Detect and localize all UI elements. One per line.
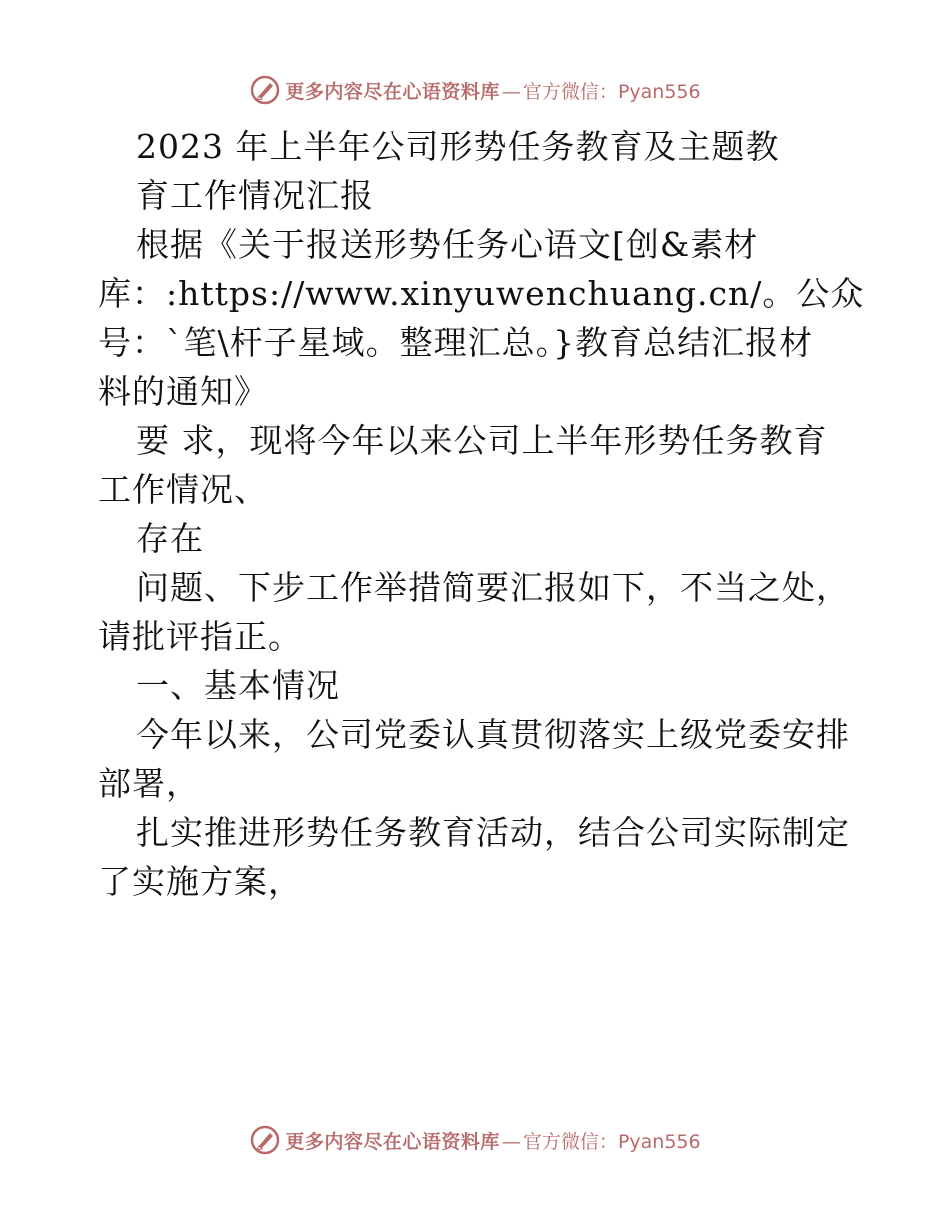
header-banner <box>0 70 950 110</box>
paragraph-line: 今年以来，公司党委认真贯彻落实上级党委安排 <box>136 715 850 754</box>
paragraph-line: 存在 <box>136 519 204 558</box>
section-heading: 一、基本情况 <box>136 666 340 705</box>
paragraph-line: 了实施方案， <box>98 862 302 901</box>
banner-label: 更多内容尽在心语资料库 <box>285 1130 500 1153</box>
banner-wechat: 官方微信： <box>522 1130 618 1153</box>
pen-logo-icon <box>249 1124 281 1156</box>
paragraph-line: 料的通知》 <box>98 372 268 411</box>
document-body <box>98 122 865 906</box>
footer-banner <box>0 1120 950 1160</box>
banner-wechat: 官方微信： <box>522 80 618 103</box>
paragraph-line: 扎实推进形势任务教育活动，结合公司实际制定 <box>136 813 850 852</box>
paragraph-line: 要 求，现将今年以来公司上半年形势任务教育 <box>136 421 828 460</box>
banner-label: 更多内容尽在心语资料库 <box>285 80 500 103</box>
banner-id: Pyan556 <box>617 80 701 103</box>
banner-separator: — <box>501 80 521 103</box>
paragraph-line: 部署， <box>98 764 200 803</box>
document-title-cont: 育工作情况汇报 <box>136 176 374 215</box>
document-title: 2023 年上半年公司形势任务教育及主题教 <box>136 127 780 166</box>
banner-text <box>285 1127 700 1154</box>
paragraph-line: 请批评指正。 <box>98 617 302 656</box>
banner-separator: — <box>501 1130 521 1153</box>
paragraph-line: 工作情况、 <box>98 470 268 509</box>
paragraph-line: 库：:https://www.xinyuwenchuang.cn/。公众 <box>98 274 865 313</box>
paragraph-line: 号：`笔\杆子星域。整理汇总。}教育总结汇报材 <box>98 323 814 362</box>
banner-text <box>285 77 700 104</box>
paragraph-line: 根据《关于报送形势任务心语文[创&素材 <box>136 225 759 264</box>
banner-id: Pyan556 <box>617 1130 701 1153</box>
paragraph-line: 问题、下步工作举措简要汇报如下，不当之处， <box>136 568 850 607</box>
pen-logo-icon <box>249 74 281 106</box>
